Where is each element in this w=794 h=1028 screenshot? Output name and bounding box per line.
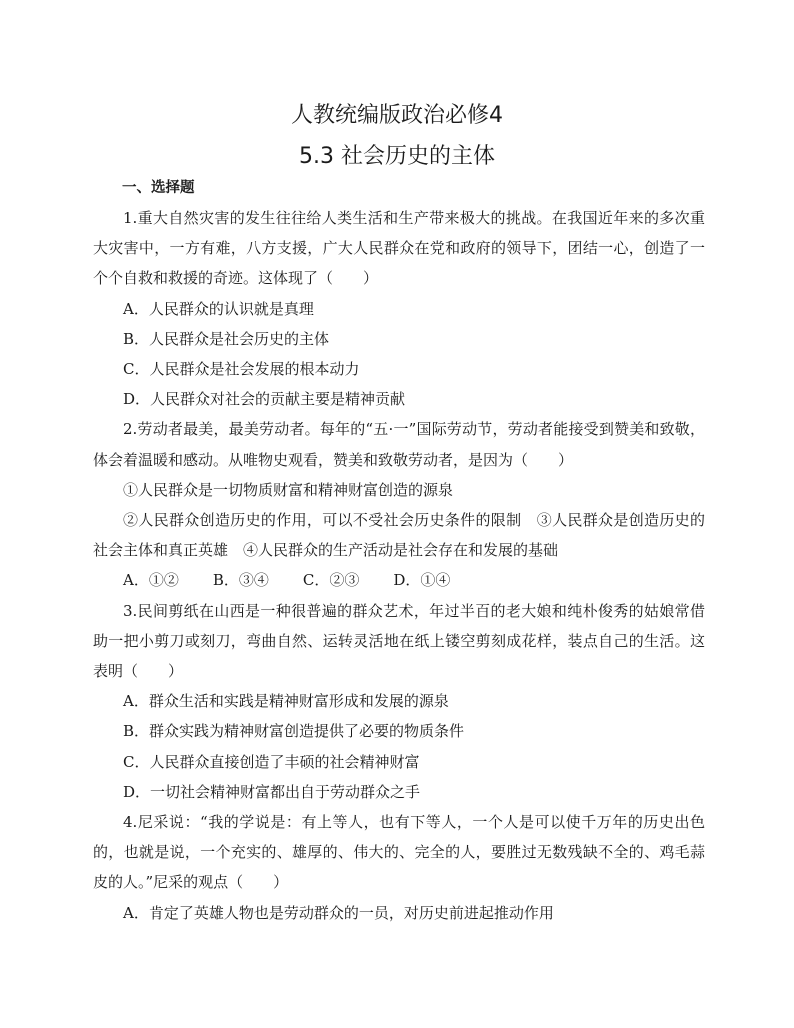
question-4	[93, 807, 705, 928]
document-title: 人教统编版政治必修4	[291, 103, 503, 128]
option-c: C．人民群众是社会发展的根本动力	[123, 360, 360, 379]
option-d: D．一切社会精神财富都出自于劳动群众之手	[123, 782, 421, 801]
question-3	[93, 596, 705, 807]
question-stem: 4.尼采说：“我的学说是：有上等人，也有下等人，一个人是可以使千万年的历史出色的，也就是说，一个充实的、雄厚的、伟大的、完全的人，要胜过无数残缺不全的、鸡毛蒜皮的人。”尼采的观点（ ）	[93, 813, 705, 892]
option-a: A．肯定了英雄人物也是劳动群众的一员，对历史前进起推动作用	[123, 903, 554, 922]
option-d: D．人民群众对社会的贡献主要是精神贡献	[123, 390, 406, 409]
question-stem: 2.劳动者最美，最美劳动者。每年的“五·一”国际劳动节，劳动者能接受到赞美和致敬，体会着温暖和感动。从唯物史观看，赞美和致敬劳动者，是因为（ ）	[93, 420, 705, 469]
option-b: B．人民群众是社会历史的主体	[123, 329, 330, 348]
statement-item: ①人民群众是一切物质财富和精神财富创造的源泉	[123, 480, 454, 499]
option-d: D．①④	[393, 571, 451, 590]
option-row	[93, 565, 705, 595]
section-heading: 一、选择题	[122, 180, 195, 196]
document-subtitle: 5.3 社会历史的主体	[299, 144, 495, 169]
option-a: A．①②	[123, 571, 179, 590]
statement-item: ②人民群众创造历史的作用，可以不受社会历史条件的限制 ③人民群众是创造历史的社会主体和真正英雄 ④人民群众的生产活动是社会存在和发展的基础	[93, 511, 705, 560]
option-c: C．②③	[302, 571, 360, 590]
question-2	[93, 414, 705, 595]
question-list	[93, 203, 705, 928]
option-b: B．群众实践为精神财富创造提供了必要的物质条件	[123, 722, 465, 741]
question-1	[93, 203, 705, 414]
option-a: A．群众生活和实践是精神财富形成和发展的源泉	[123, 692, 449, 711]
option-a: A．人民群众的认识就是真理	[123, 299, 314, 318]
question-stem: 3.民间剪纸在山西是一种很普遍的群众艺术，年过半百的老大娘和纯朴俊秀的姑娘常借助一把小剪刀或刻刀，弯曲自然、运转灵活地在纸上镂空剪刻成花样，装点自己的生活。这表明（ ）	[93, 601, 705, 681]
question-stem: 1.重大自然灾害的发生往往给人类生活和生产带来极大的挑战。在我国近年来的多次重大灾害中，一方有难，八方支援，广大人民群众在党和政府的领导下，团结一心，创造了一个个自救和救援的奇迹。这体现了（ ）	[93, 209, 705, 288]
option-c: C．人民群众直接创造了丰硕的社会精神财富	[123, 752, 420, 771]
option-b: B．③④	[212, 571, 269, 590]
